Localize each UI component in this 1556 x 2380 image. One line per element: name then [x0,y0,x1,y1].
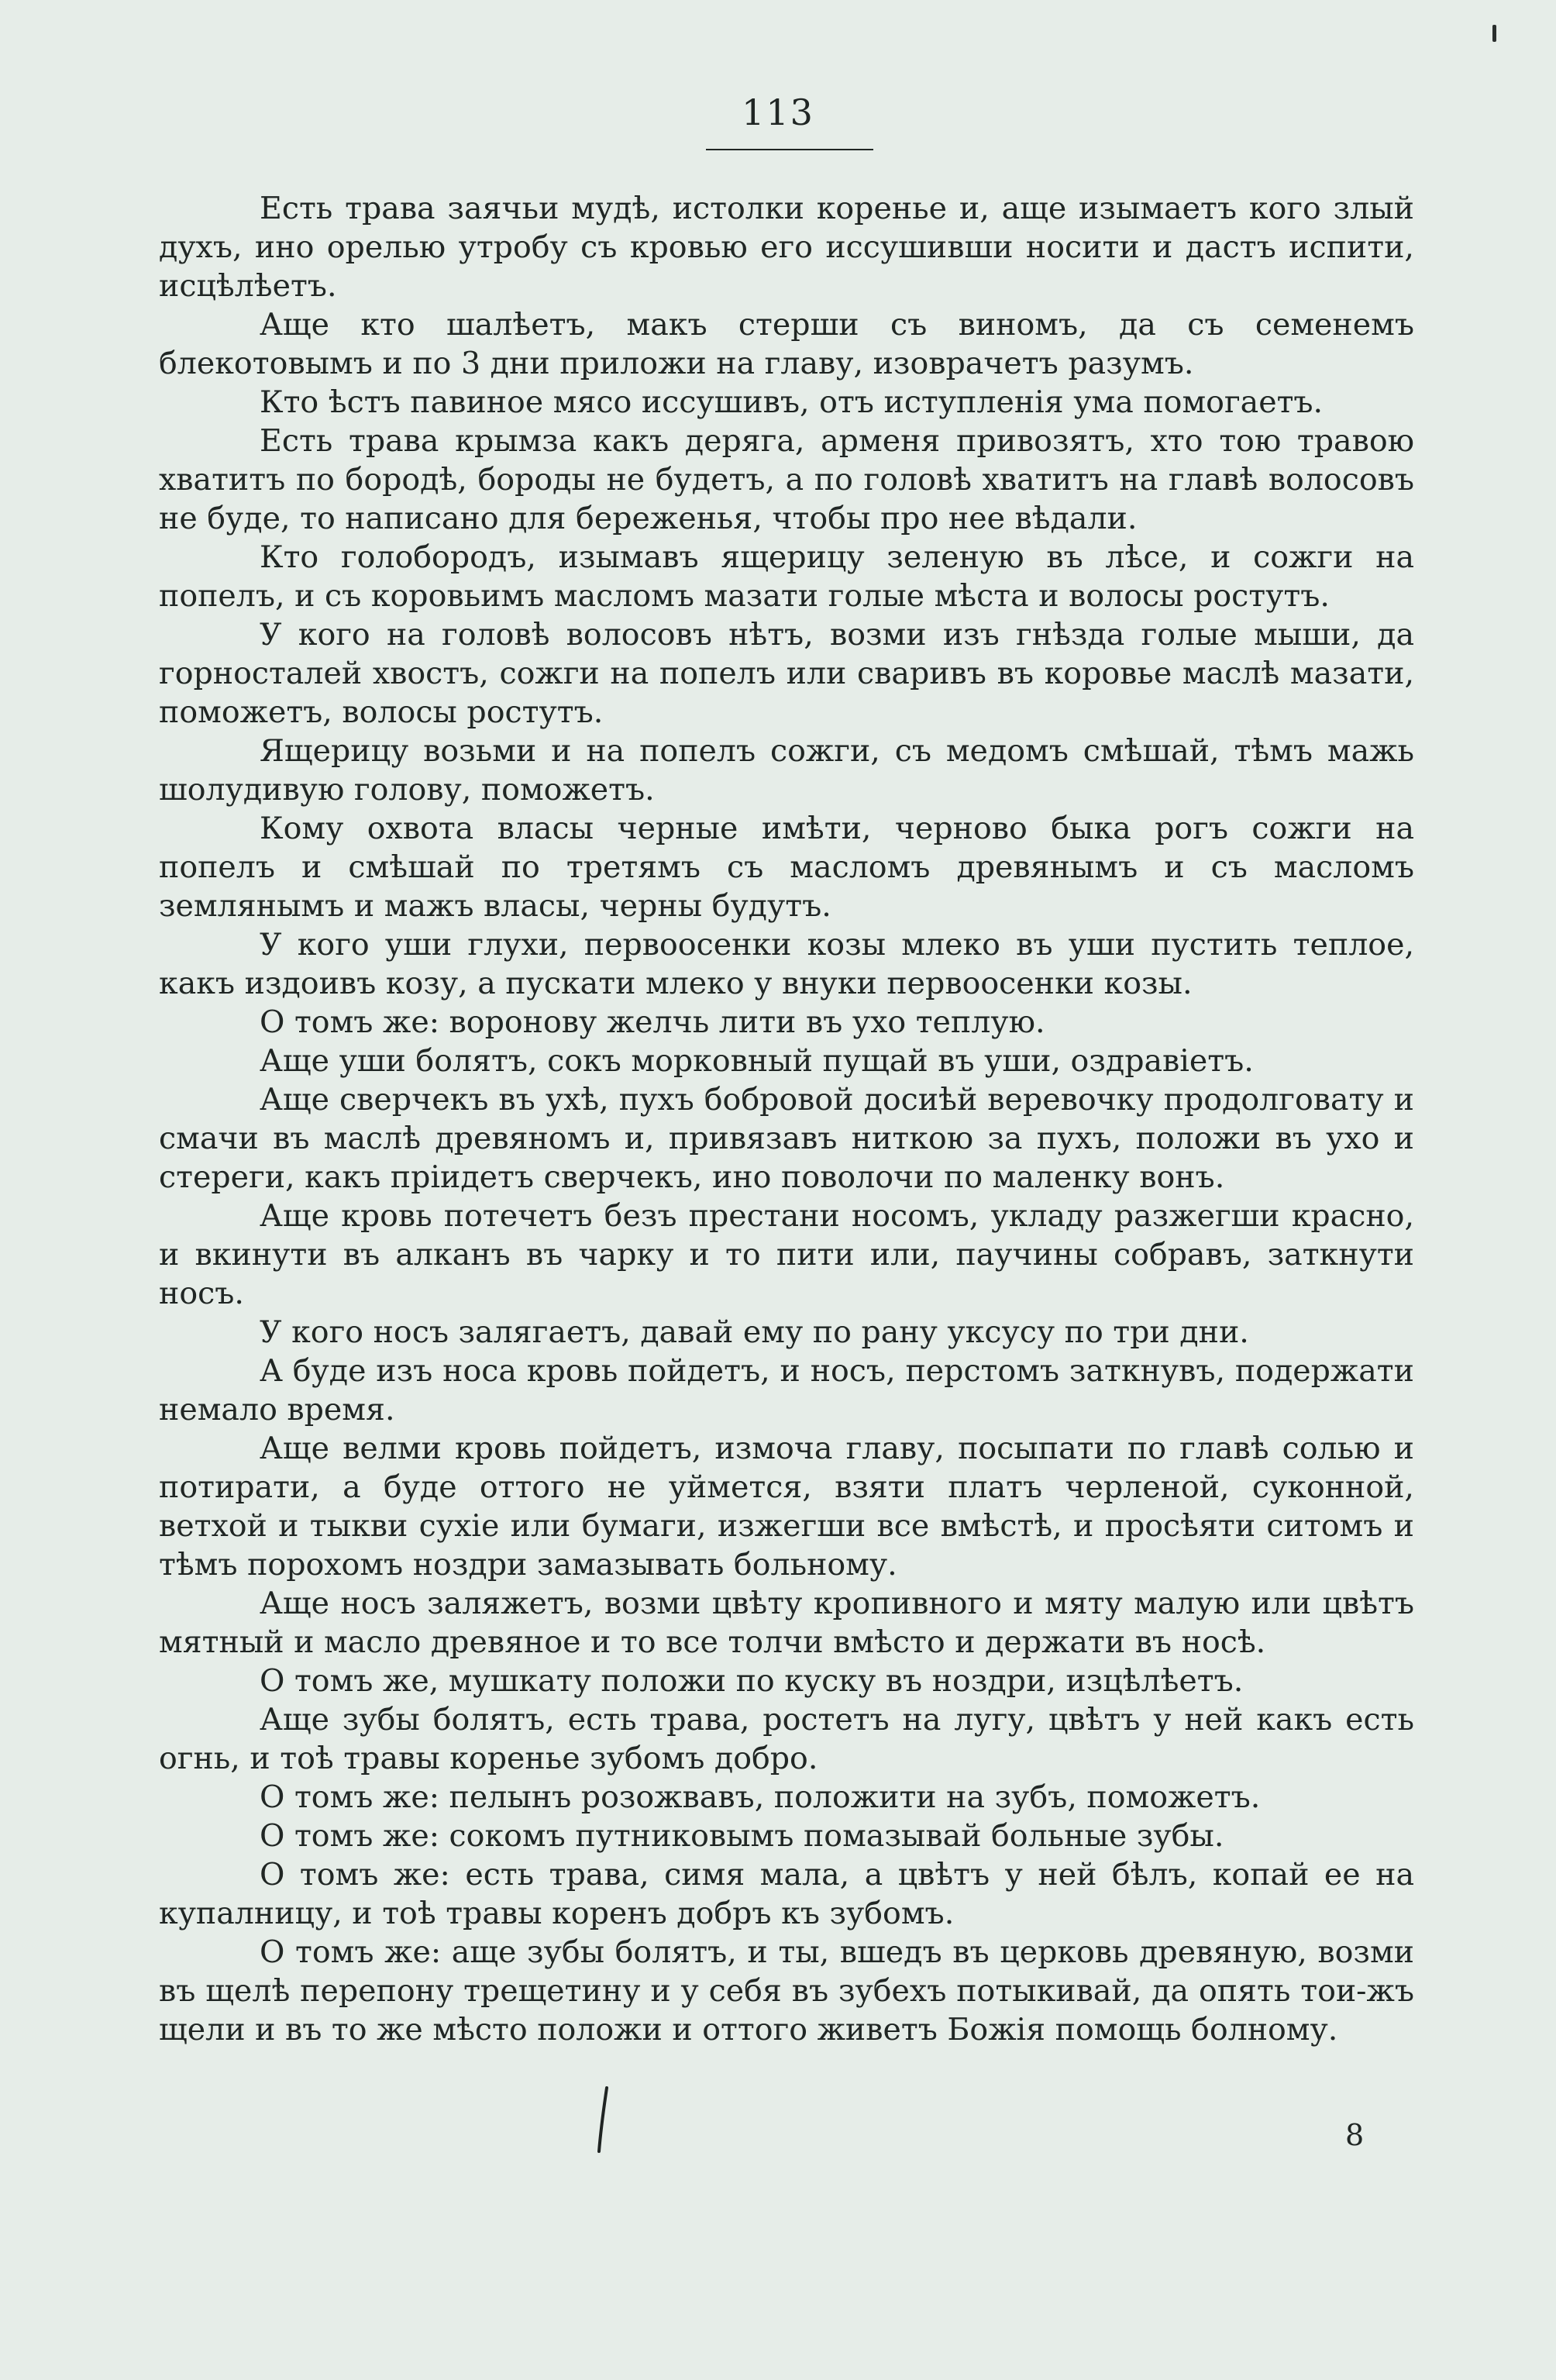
page-number: 113 [742,91,814,133]
paragraph: Кто голобородъ, изымавъ ящерицу зеленую въ лѣсе, и сожги на попелъ, и съ коровьимъ масломъ мазати голые мѣста и волосы ростутъ. [159,539,1414,614]
paragraph: О томъ же: сокомъ путниковымъ помазывай больные зубы. [260,1818,1224,1854]
pen-stroke-mark [595,2085,611,2154]
paragraph: О томъ же: пелынъ розожвавъ, положити на зубъ, поможетъ. [260,1779,1261,1815]
paragraph: У кого носъ залягаетъ, давай ему по рану уксусу по три дни. [260,1314,1249,1350]
paragraph: Аще зубы болятъ, есть трава, ростетъ на лугу, цвѣтъ у ней какъ есть огнь, и тоѣ травы коренье зубомъ добро. [159,1702,1414,1776]
paragraph: Есть трава крымза какъ деряга, арменя привозятъ, хто тою травою хватитъ по бородѣ, бороды не будетъ, а по головѣ хватитъ на главѣ волосовъ не буде, то написано для береженья, чтобы про нее вѣдали. [159,423,1414,536]
paragraph: Аще кровь потечетъ безъ престани носомъ, укладу разжегши красно, и вкинути въ алканъ въ чарку и то пити или, паучины собравъ, заткнути носъ. [159,1198,1414,1311]
paragraph: О томъ же: есть трава, симя мала, а цвѣтъ у ней бѣлъ, копай ее на купалницу, и тоѣ травы коренъ добръ къ зубомъ. [159,1857,1414,1931]
paragraph: Аще уши болятъ, сокъ морковный пущай въ уши, оздравіетъ. [260,1043,1254,1079]
paragraph: О томъ же: воронову желчь лити въ ухо теплую. [260,1004,1045,1040]
paragraph: Кто ѣстъ павиное мясо иссушивъ, отъ иступленія ума помогаетъ. [260,384,1324,420]
page-number-rule [706,149,873,150]
paragraph: Аще носъ заляжетъ, возми цвѣту кропивного и мяту малую или цвѣтъ мятный и масло древяное и то все толчи вмѣсто и держати въ носѣ. [159,1586,1414,1660]
paragraph: Кому охвота власы черные имѣти, черново быка рогъ сожги на попелъ и смѣшай по третямъ съ масломъ древянымъ и съ масломъ землянымъ и мажъ власы, черны будутъ. [159,811,1414,924]
paragraph: Ящерицу возьми и на попелъ сожги, съ медомъ смѣшай, тѣмъ мажь шолудивую голову, поможетъ. [159,733,1414,808]
paragraph: У кого уши глухи, первоосенки козы млеко въ уши пустить теплое, какъ издоивъ козу, а пускати млеко у внуки первоосенки козы. [159,927,1414,1001]
paragraph: О томъ же: аще зубы болятъ, и ты, вшедъ въ церковь древяную, возми въ щелѣ перепону трещетину и у себя въ зубехъ потыкивай, да опять тои-жъ щели и въ то же мѣсто положи и оттого живетъ Божія помощь болному. [159,1934,1414,2048]
paragraph: У кого на головѣ волосовъ нѣтъ, возми изъ гнѣзда голые мыши, да горносталей хвостъ, сожги на попелъ или сваривъ въ коровье маслѣ мазати, поможетъ, волосы ростутъ. [159,617,1414,730]
paragraph: Есть трава заячьи мудѣ, истолки коренье и, аще изымаетъ кого злый духъ, ино орелью утробу съ кровью его иссушивши носити и дастъ испити, исцѣлѣетъ. [159,191,1414,304]
page-body [159,189,1414,2049]
paragraph: А буде изъ носа кровь пойдетъ, и носъ, перстомъ заткнувъ, подержати немало время. [159,1353,1414,1428]
paragraph: Аще велми кровь пойдетъ, измоча главу, посыпати по главѣ солью и потирати, а буде оттого не уймется, взяти платъ черленой, суконной, ветхой и тыкви сухіе или бумаги, изжегши все вмѣстѣ, и просѣяти ситомъ и тѣмъ порохомъ ноздри замазывать больному. [159,1431,1414,1583]
paragraph: Аще сверчекъ въ ухѣ, пухъ бобровой досиѣй веревочку продолговату и смачи въ маслѣ древяномъ и, привязавъ ниткою за пухъ, положи въ ухо и стереги, какъ пріидетъ сверчекъ, ино поволочи по маленку вонъ. [159,1082,1414,1195]
paragraph: О томъ же, мушкату положи по куску въ ноздри, изцѣлѣетъ. [260,1663,1244,1699]
edge-speck [1492,25,1496,42]
paragraph: Аще кто шалѣетъ, макъ стерши съ виномъ, да съ семенемъ блекотовымъ и по 3 дни приложи на главу, изоврачетъ разумъ. [159,307,1414,381]
signature-mark: 8 [1345,2118,1365,2152]
